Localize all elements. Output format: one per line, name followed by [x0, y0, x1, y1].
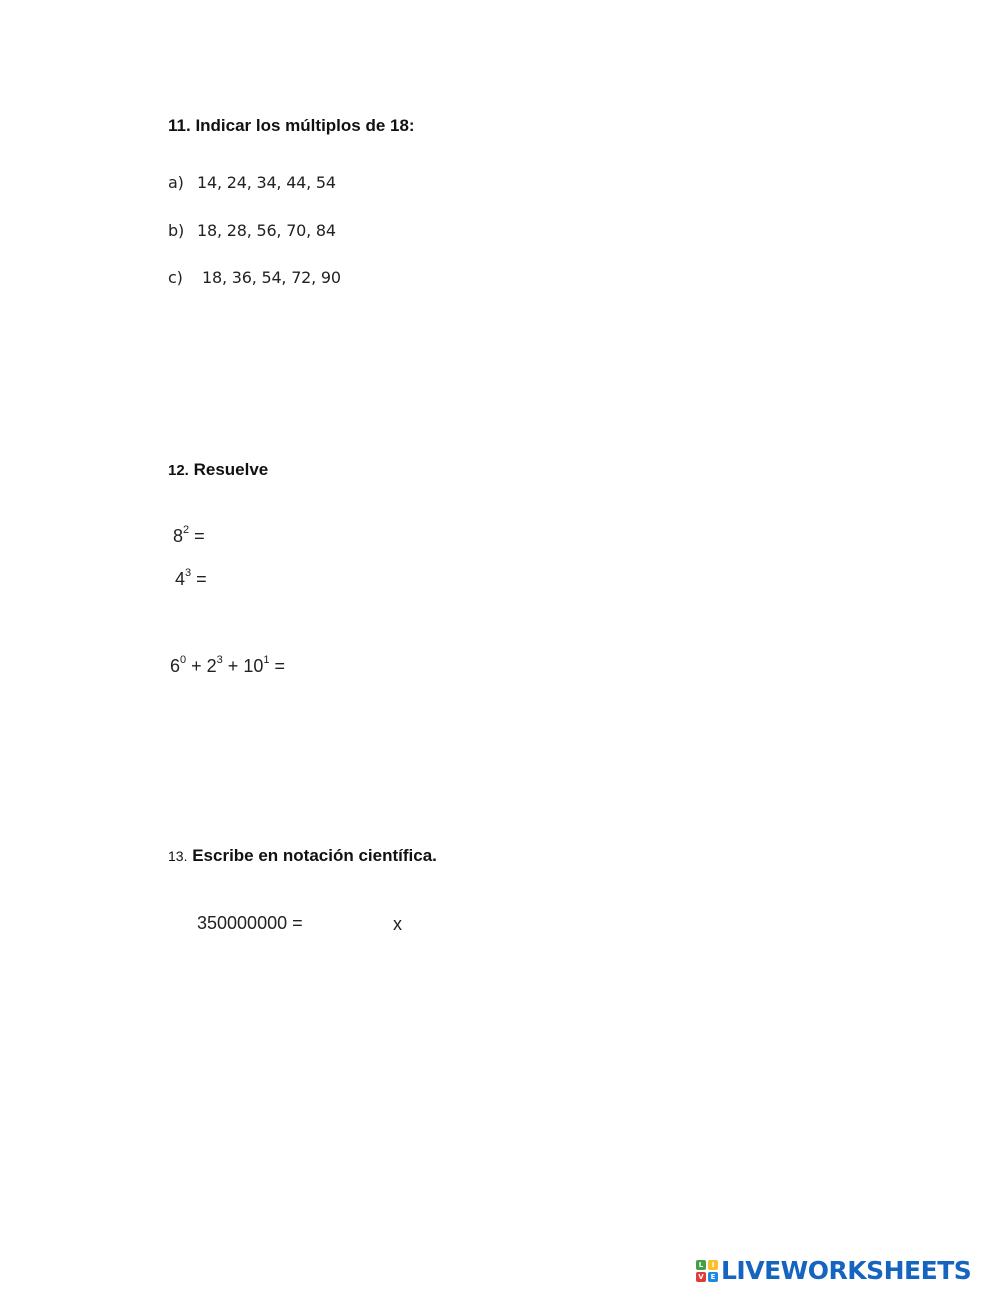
option-a	[168, 173, 336, 192]
question-title: Escribe en notación científica.	[192, 846, 437, 865]
question-number: 11.	[168, 116, 191, 135]
exponent: 2	[183, 524, 190, 536]
question-number: 12.	[168, 462, 189, 479]
exponent: 1	[263, 654, 270, 666]
option-letter: c)	[168, 268, 183, 287]
question-title: Resuelve	[193, 460, 269, 479]
option-text: 14, 24, 34, 44, 54	[197, 173, 336, 192]
plus-sign: +	[186, 656, 207, 676]
liveworksheets-logo	[696, 1256, 971, 1286]
scientific-notation-value: 350000000 =	[197, 913, 303, 933]
exponent: 3	[185, 567, 192, 579]
power-expression-2	[175, 569, 207, 590]
power-expression-1	[173, 526, 205, 547]
question-12-heading	[168, 460, 268, 480]
base: 2	[206, 656, 217, 676]
logo-tile: E	[708, 1272, 718, 1282]
logo-tiles-icon	[696, 1260, 718, 1282]
exponent: 0	[180, 654, 187, 666]
option-b	[168, 221, 336, 240]
option-text: 18, 28, 56, 70, 84	[197, 221, 336, 240]
logo-tile: L	[696, 1260, 706, 1270]
base: 4	[175, 569, 186, 589]
option-letter: b)	[168, 221, 184, 240]
times-sign: x	[393, 914, 402, 934]
question-11-heading	[168, 116, 415, 136]
logo-text: LIVEWORKSHEETS	[721, 1256, 972, 1285]
option-text: 18, 36, 54, 72, 90	[202, 268, 341, 287]
plus-sign: +	[222, 656, 244, 676]
power-sum-expression	[170, 656, 285, 677]
equals-sign: =	[269, 656, 285, 676]
equals-sign: =	[191, 569, 207, 589]
option-c	[168, 268, 341, 287]
question-13-heading	[168, 846, 437, 866]
base: 8	[173, 526, 184, 546]
base: 6	[170, 656, 181, 676]
equals-sign: =	[189, 526, 205, 546]
logo-tile: V	[696, 1272, 706, 1282]
logo-tile: I	[708, 1260, 718, 1270]
exponent: 3	[216, 654, 223, 666]
question-title: Indicar los múltiplos de 18:	[195, 116, 415, 135]
option-letter: a)	[168, 173, 184, 192]
base: 10	[243, 656, 264, 676]
question-number: 13.	[168, 848, 188, 864]
